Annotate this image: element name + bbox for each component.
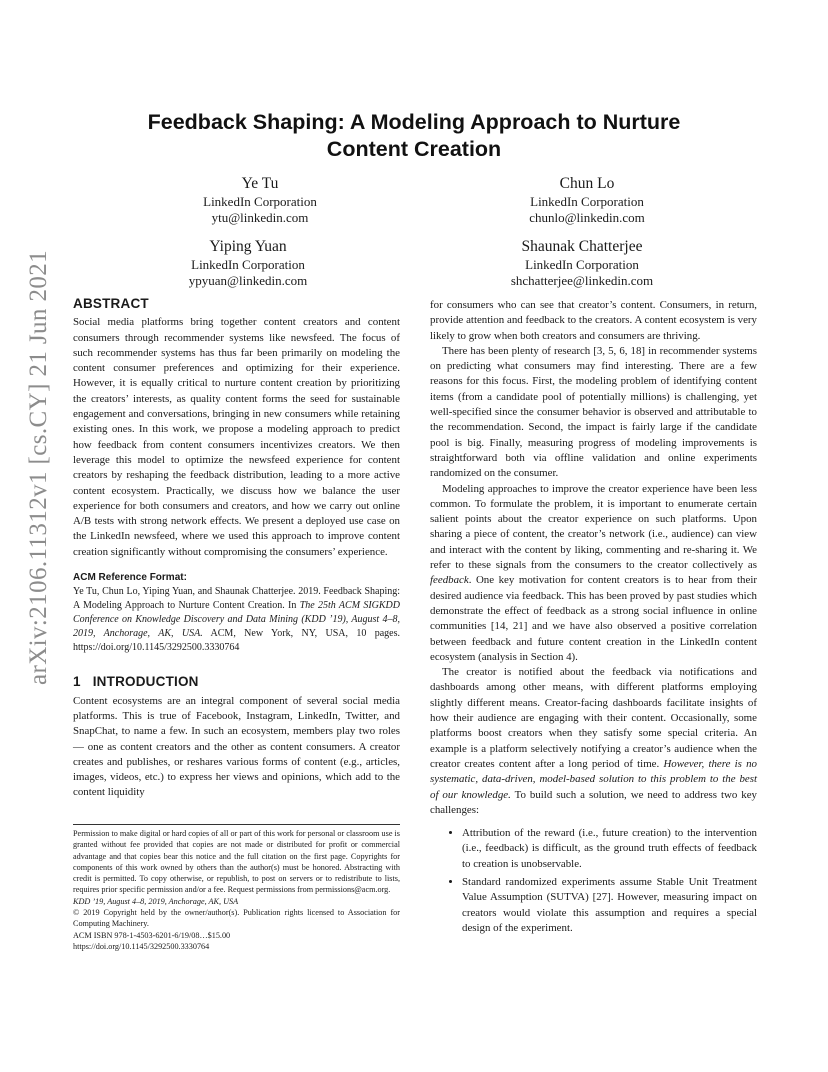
permission-notice: Permission to make digital or hard copies of all or part of this work for personal or classroom use is granted without fee provided that copies are not made or distributed for profit or commercial advantage and that copies bear this notice and the full citation on the first page. Copyrights for components of this work owned by others than the author(s) must be honored. Abstracting with credit is permitted. To copy otherwise, or republish, to post on servers or to redistribute to lists, requires prior specific permission and/or a fee. Request permissions from permissions@acm.org. [73, 829, 400, 895]
acm-reference-tail: ACM, New York, NY, USA, 10 pages. https://doi.org/10.1145/3292500.3330764 [73, 627, 400, 653]
list-item: • Attribution of the reward (i.e., future creation) to the intervention (i.e., feedback) is difficult, as the ground truth effects of feedback to creation is unobservable. [462, 826, 757, 872]
paragraph-text: . One key motivation for content creators is to hear from their desired audience via feedback. This has been proved by past studies which demonstrate the effect of feedback as a strong social influence in online communities [14, 21] and we have also observed a positive correlation between feedback and future content creation in the LinkedIn content ecosystem (analysis in Section 4). [430, 574, 757, 663]
author-block [452, 237, 712, 289]
left-column [73, 296, 400, 801]
introduction-paragraph [430, 665, 757, 818]
emphasized-term: feedback [430, 574, 469, 587]
abstract-heading: ABSTRACT [73, 296, 149, 311]
author-block [457, 174, 717, 226]
introduction-paragraph [430, 482, 757, 666]
author-name: Ye Tu [241, 175, 279, 192]
acm-reference-authors-title: Ye Tu, Chun Lo, Yiping Yuan, and Shaunak Chatterjee. 2019. Feedback Shaping: A Modeling Approach to Nurture Content Creation. In [73, 586, 400, 612]
paragraph-text: To build such a solution, we need to address two key challenges: [430, 788, 758, 816]
author-affiliation: LinkedIn Corporation [191, 257, 305, 272]
abstract-text: Social media platforms bring together content creators and content consumers through recommender systems like newsfeed. The focus of such recommender systems has thus far been primarily on modeling the content consumer preferences and optimizing for their experience. However, it is equally critical to nurture content creation by prioritizing the creators’ interests, as quality content forms the seed for sustainable engagement and conversations, bringing in new consumers while retaining existing ones. In this work, we propose a modeling approach to predict how feedback from content consumers incentivizes creators. We then leverage this model to optimize the newsfeed experience for content creators by reshaping the feedback distribution, leading to a more active content ecosystem. Practically, we discuss how we balance the user experience for both consumers and creators, and how we carry out online A/B tests with strong network effects. We present a deployed use case on the LinkedIn newsfeed, where we used this approach to improve content creation significantly without compromising the consumers’ experience. [73, 316, 400, 558]
paragraph-text: Modeling approaches to improve the creator experience have been less common. To formulate the problem, it is important to enumerate certain salient points about the creator experience on such platforms. Upon sharing a piece of content, the creator’s network (i.e., audience) can view and interact with the content by liking, commenting and re-sharing it. We refer to these signals from the consumers to the creator collectively as [430, 482, 757, 572]
arxiv-identifier-stamp [22, 249, 52, 690]
introduction-paragraph: There has been plenty of research [3, 5, 6, 18] in recommender systems on predicting what consumers may find interesting. There are a few reasons for this focus. First, the modeling problem of identifying content items (from a candidate pool of potentially millions) is challenging, yet well-specified since the consumer behavior is observed and attributable to the recommendation. Second, the impact is fairly large if the candidate pool is big. Finally, measuring progress of modeling improvements is straightforward both via offline validation and online experiments randomized on the consumer. [430, 344, 757, 480]
arxiv-identifier-text: arXiv:2106.11312v1 [cs.CY] 21 Jun 2021 [25, 249, 52, 685]
author-name: Chun Lo [559, 175, 615, 192]
section-title: INTRODUCTION [92, 674, 199, 690]
author-email: ytu@linkedin.com [211, 210, 309, 225]
introduction-paragraph: for consumers who can see that creator’s content. Consumers, in return, provide attention and feedback to the creators. A content ecosystem is very likely to grow when both creators and consumers are thriving. [430, 299, 757, 342]
paper-title: Feedback Shaping: A Modeling Approach to Nurture Content Creation [147, 110, 681, 161]
author-block [118, 237, 378, 289]
author-name: Shaunak Chatterjee [521, 238, 643, 255]
list-item: • Standard randomized experiments assume Stable Unit Treatment Value Assumption (SUTVA) [27]. However, measuring impact on creators would violate this assumption and requires a special design of the experiment. [462, 875, 757, 936]
author-email: shchatterjee@linkedin.com [510, 273, 654, 288]
conference-line: KDD ’19, August 4–8, 2019, Anchorage, AK, USA [73, 896, 239, 906]
acm-reference-text [73, 585, 400, 654]
copyright-footnote [73, 824, 400, 952]
author-name: Yiping Yuan [209, 238, 287, 255]
emphasized-sentence: However, there is no systematic, data-driven, model-based solution to this problem to the best of our knowledge. [430, 757, 757, 801]
author-block [130, 174, 390, 226]
challenge-list [430, 826, 757, 936]
section-number: 1 [73, 674, 81, 690]
acm-reference-venue: The 25th ACM SIGKDD Conference on Knowledge Discovery and Data Mining (KDD ’19), August 4–8, 2019, Anchorage, AK, USA. [73, 600, 400, 639]
doi-line: https://doi.org/10.1145/3292500.3330764 [73, 941, 210, 951]
right-column [430, 298, 757, 939]
introduction-paragraph: Content ecosystems are an integral component of several social media platforms. This is true of Facebook, Instagram, LinkedIn, Twitter, and SnapChat, to name a few. In such an ecosystem, members play two roles — one as content creators and the other as content consumers. A creator creates and publishes, or reshares various forms of content (e.g., articles, images, videos, etc.) to express her views and opinions, which add to the content liquidity [73, 694, 400, 799]
author-affiliation: LinkedIn Corporation [530, 194, 644, 209]
author-email: ypyuan@linkedin.com [188, 273, 308, 288]
author-email: chunlo@linkedin.com [529, 210, 645, 225]
author-affiliation: LinkedIn Corporation [203, 194, 317, 209]
copyright-line: © 2019 Copyright held by the owner/author(s). Publication rights licensed to Association for Computing Machinery. [73, 908, 400, 929]
author-affiliation: LinkedIn Corporation [525, 257, 639, 272]
acm-reference-heading: ACM Reference Format: [73, 572, 187, 584]
introduction-heading [73, 674, 400, 689]
paragraph-text: The creator is notified about the feedback via notifications and dashboards among other means, with different platforms employing slightly different means. Creator-facing dashboards facilitate insights of how their audience are engaging with their content. Occasionally, some platforms boost creators when they satisfy some special criteria. An example is a platform selectively notifying a creator’s audience when the creator creates content after a long period of time. [430, 666, 757, 770]
isbn-line: ACM ISBN 978-1-4503-6201-6/19/08…$15.00 [73, 930, 231, 940]
